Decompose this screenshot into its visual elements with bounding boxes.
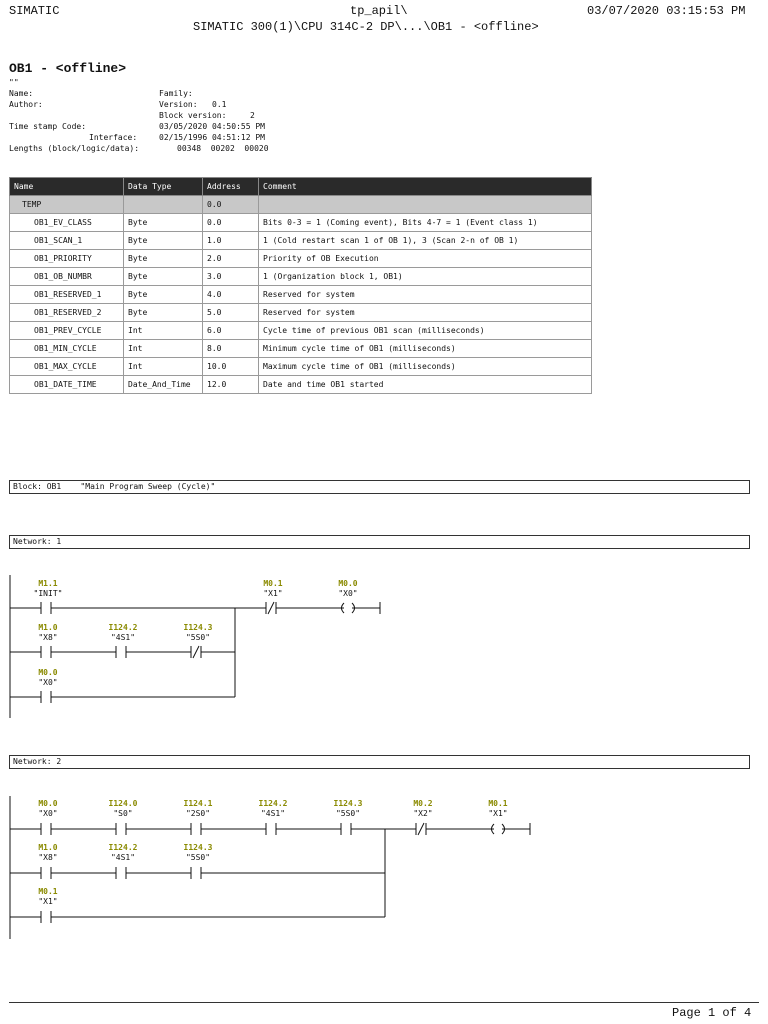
table-row [10, 340, 592, 358]
col-header-comment: Comment [259, 178, 592, 196]
cell-comment: Date and time OB1 started [259, 376, 592, 394]
no-contact-icon [41, 823, 51, 835]
cell-type: Int [124, 340, 203, 358]
contact-address: I124.2 [258, 799, 288, 808]
cell-name: OB1_SCAN_1 [10, 232, 124, 250]
coil-address: M0.0 [338, 579, 358, 588]
cell-name: OB1_MIN_CYCLE [10, 340, 124, 358]
cell-address: 0.0 [203, 196, 259, 214]
cell-comment [259, 196, 592, 214]
cell-type [124, 196, 203, 214]
nc-contact-icon [416, 823, 426, 835]
nc-contact-icon [235, 602, 341, 614]
cell-name: OB1_PRIORITY [10, 250, 124, 268]
block-quote: "" [9, 78, 19, 87]
cell-type: Byte [124, 268, 203, 286]
col-header-name: Name [10, 178, 124, 196]
cell-comment: 1 (Organization block 1, OB1) [259, 268, 592, 286]
cell-type: Byte [124, 214, 203, 232]
variable-table [9, 177, 592, 394]
author-label: Author: [9, 100, 43, 109]
table-row [10, 358, 592, 376]
no-contact-icon [41, 867, 51, 879]
contact-symbol: "X8" [38, 633, 58, 642]
cell-address: 2.0 [203, 250, 259, 268]
no-contact-icon [191, 867, 201, 879]
contact-address: M0.0 [38, 668, 58, 677]
network-2-ladder [0, 792, 768, 942]
coil-icon [341, 602, 380, 614]
cell-comment: Maximum cycle time of OB1 (milliseconds) [259, 358, 592, 376]
contact-symbol: "X8" [38, 853, 58, 862]
contact-address: I124.2 [108, 623, 138, 632]
cell-type: Date_And_Time [124, 376, 203, 394]
header-datetime: 03/07/2020 03:15:53 PM [587, 4, 746, 18]
cell-type: Int [124, 322, 203, 340]
table-row [10, 286, 592, 304]
block-bar: Block: OB1 "Main Program Sweep (Cycle)" [9, 480, 750, 494]
contact-address: M1.0 [38, 623, 58, 632]
table-row [10, 214, 592, 232]
contact-symbol: "S0" [113, 809, 133, 818]
cell-comment: Bits 0-3 = 1 (Coming event), Bits 4-7 = 1 (Event class 1) [259, 214, 592, 232]
cell-name: OB1_RESERVED_2 [10, 304, 124, 322]
network-2-bar: Network: 2 [9, 755, 750, 769]
coil-symbol: "X1" [488, 809, 508, 818]
cell-comment: Reserved for system [259, 286, 592, 304]
cell-name: TEMP [10, 196, 124, 214]
contact-address: M0.0 [38, 799, 58, 808]
contact-address: M1.0 [38, 843, 58, 852]
table-header-row [10, 178, 592, 196]
coil-address: M0.1 [488, 799, 508, 808]
cell-type: Byte [124, 304, 203, 322]
cell-address: 8.0 [203, 340, 259, 358]
nc-contact-icon [191, 646, 235, 658]
cell-name: OB1_OB_NUMBR [10, 268, 124, 286]
contact-symbol: "X1" [263, 589, 283, 598]
table-row [10, 196, 592, 214]
cell-type: Byte [124, 250, 203, 268]
no-contact-icon [266, 823, 276, 835]
cell-address: 10.0 [203, 358, 259, 376]
contact-symbol: "4S1" [110, 853, 136, 862]
no-contact-icon [10, 646, 116, 658]
cell-comment: Cycle time of previous OB1 scan (milliseconds) [259, 322, 592, 340]
no-contact-icon [10, 691, 235, 703]
timestamp-label: Time stamp Code: [9, 122, 87, 131]
contact-symbol: "5S0" [185, 633, 211, 642]
cell-type: Byte [124, 286, 203, 304]
cell-name: OB1_DATE_TIME [10, 376, 124, 394]
no-contact-icon [191, 823, 201, 835]
block-title: OB1 - <offline> [9, 61, 127, 76]
interface-value: 02/15/1996 04:51:12 PM [159, 133, 265, 142]
table-row [10, 268, 592, 286]
contact-symbol: "INIT" [33, 589, 63, 598]
cell-type: Int [124, 358, 203, 376]
cell-type: Byte [124, 232, 203, 250]
block-version-label: Block version: [159, 111, 227, 120]
coil-symbol: "X0" [338, 589, 358, 598]
header-path: SIMATIC 300(1)\CPU 314C-2 DP\...\OB1 - <offline> [193, 20, 539, 34]
contact-symbol: "5S0" [185, 853, 211, 862]
version-label: Version: [159, 100, 198, 109]
no-contact-icon [10, 602, 235, 614]
contact-symbol: "5S0" [335, 809, 361, 818]
contact-symbol: "X1" [38, 897, 58, 906]
cell-comment: Minimum cycle time of OB1 (milliseconds) [259, 340, 592, 358]
contact-symbol: "X0" [38, 809, 58, 818]
cell-name: OB1_PREV_CYCLE [10, 322, 124, 340]
contact-address: I124.3 [183, 843, 213, 852]
family-label: Family: [159, 89, 193, 98]
table-row [10, 232, 592, 250]
cell-address: 4.0 [203, 286, 259, 304]
contact-address: M0.1 [263, 579, 283, 588]
contact-address: I124.3 [333, 799, 363, 808]
name-label: Name: [9, 89, 34, 98]
no-contact-icon [341, 823, 351, 835]
contact-address: M0.2 [413, 799, 433, 808]
contact-address: I124.3 [183, 623, 213, 632]
header-app-name: SIMATIC [9, 4, 60, 18]
contact-address: M1.1 [38, 579, 58, 588]
contact-symbol: "4S1" [260, 809, 286, 818]
col-header-data-type: Data Type [124, 178, 203, 196]
coil-icon [492, 823, 531, 835]
page-number: Page 1 of 4 [672, 1006, 752, 1020]
header-project-name: tp_apil\ [350, 4, 408, 18]
lengths-value: 00348 00202 00020 [177, 144, 269, 153]
network-1-bar: Network: 1 [9, 535, 750, 549]
lengths-label: Lengths (block/logic/data): [9, 144, 140, 153]
cell-address: 5.0 [203, 304, 259, 322]
table-row [10, 250, 592, 268]
cell-comment: Priority of OB Execution [259, 250, 592, 268]
table-row [10, 322, 592, 340]
contact-address: M0.1 [38, 887, 58, 896]
cell-comment: 1 (Cold restart scan 1 of OB 1), 3 (Scan 2-n of OB 1) [259, 232, 592, 250]
timestamp-code: 03/05/2020 04:50:55 PM [159, 122, 265, 131]
cell-address: 0.0 [203, 214, 259, 232]
cell-name: OB1_RESERVED_1 [10, 286, 124, 304]
contact-address: I124.0 [108, 799, 138, 808]
interface-label: Interface: [89, 133, 138, 142]
cell-name: OB1_MAX_CYCLE [10, 358, 124, 376]
no-contact-icon [41, 911, 51, 923]
contact-symbol: "4S1" [110, 633, 136, 642]
table-row [10, 304, 592, 322]
block-version-value: 2 [250, 111, 255, 120]
col-header-address: Address [203, 178, 259, 196]
table-row [10, 376, 592, 394]
version-value: 0.1 [212, 100, 227, 109]
cell-address: 6.0 [203, 322, 259, 340]
no-contact-icon [116, 823, 126, 835]
contact-address: I124.1 [183, 799, 213, 808]
cell-address: 12.0 [203, 376, 259, 394]
cell-comment: Reserved for system [259, 304, 592, 322]
no-contact-icon [116, 646, 191, 658]
contact-address: I124.2 [108, 843, 138, 852]
contact-symbol: "X2" [413, 809, 433, 818]
no-contact-icon [116, 867, 126, 879]
footer-divider [9, 1002, 759, 1003]
contact-symbol: "2S0" [185, 809, 211, 818]
cell-name: OB1_EV_CLASS [10, 214, 124, 232]
cell-address: 1.0 [203, 232, 259, 250]
contact-symbol: "X0" [38, 678, 58, 687]
network-1-ladder [0, 570, 768, 720]
cell-address: 3.0 [203, 268, 259, 286]
